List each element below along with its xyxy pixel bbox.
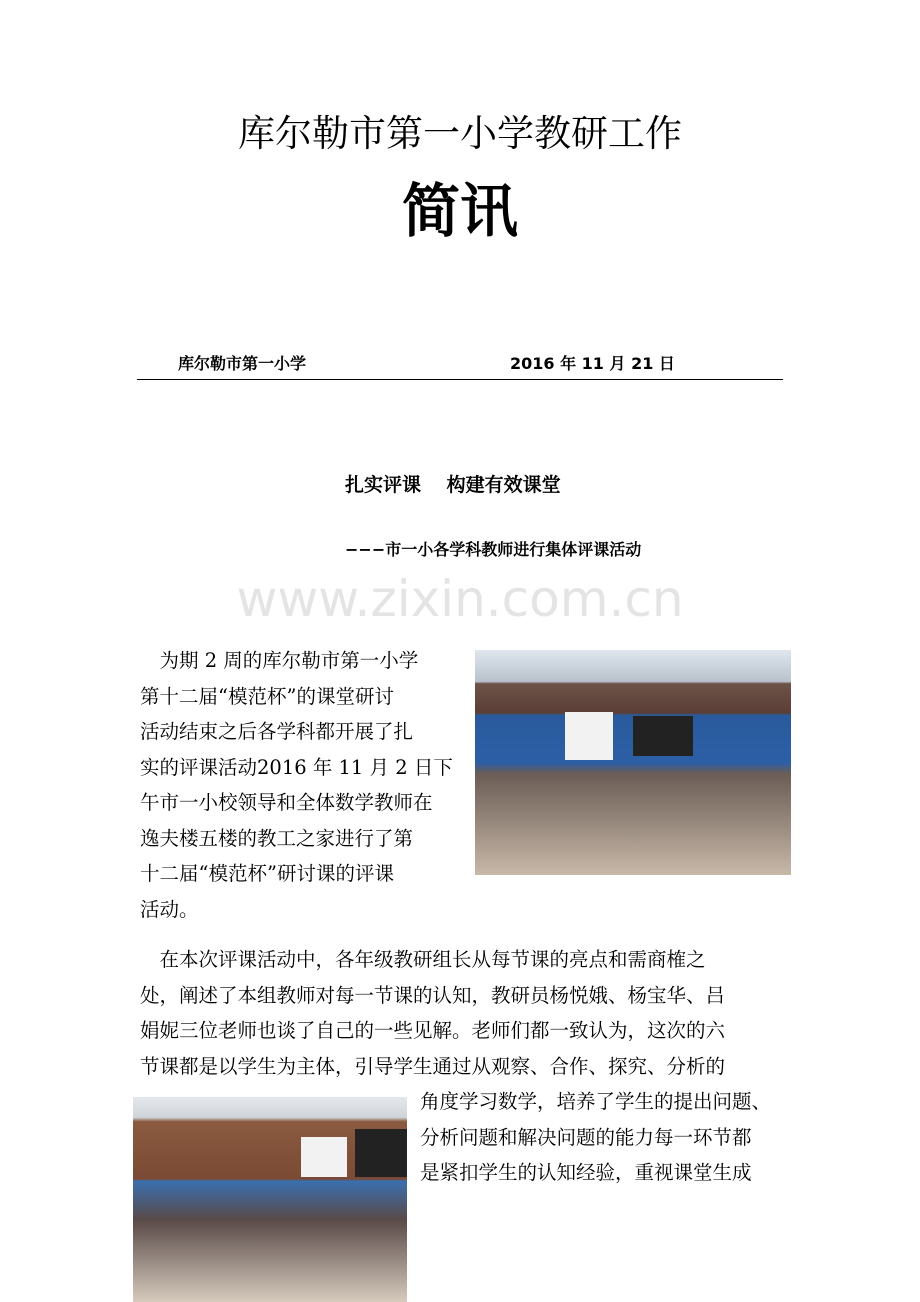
school-name: 库尔勒市第一小学 [178, 354, 307, 373]
paragraph-2-line: 分析问题和解决问题的能力每一环节都 [420, 1125, 752, 1149]
title-line-1: 库尔勒市第一小学教研工作 [238, 112, 682, 155]
article-heading: 扎实评课 构建有效课堂 [345, 474, 561, 496]
header-divider [137, 379, 783, 380]
projector-screen [565, 712, 613, 760]
watermark: www.zixin.com.cn [236, 570, 684, 628]
paragraph-1-line: 第十二届“模范杯”的课堂研讨 [140, 684, 394, 708]
issue-date: 2016 年 11 月 21 日 [510, 354, 675, 373]
paragraph-1-line: 为期 2 周的库尔勒市第一小学 [140, 649, 419, 672]
paragraph-1-line: 午市一小校领导和全体数学教师在 [140, 791, 433, 814]
title-line-2: 简讯 [401, 177, 518, 245]
paragraph-2-line: 节课都是以学生为主体，引导学生通过从观察、合作、探究、分析的 [140, 1054, 726, 1078]
paragraph-1-line: 活动结束之后各学科都开展了扎 [140, 720, 414, 743]
article-subheading: −−−市一小各学科教师进行集体评课活动 [345, 540, 642, 559]
paragraph-1-line: 十二届“模范杯”研讨课的评课 [140, 862, 394, 885]
blackboard [633, 716, 693, 756]
blackboard [355, 1129, 407, 1177]
classroom-photo-2 [133, 1097, 407, 1302]
paragraph-2-line: 角度学习数学，培养了学生的提出问题、 [420, 1090, 772, 1113]
paragraph-2-line: 在本次评课活动中，各年级教研组长从每节课的亮点和需商榷之 [140, 948, 706, 971]
paragraph-1-line: 活动。 [140, 897, 199, 921]
paragraph-2-line: 处，阐述了本组教师对每一节课的认知，教研员杨悦娥、杨宝华、吕 [140, 983, 726, 1007]
paragraph-2-line: 是紧扣学生的认知经验，重视课堂生成 [420, 1161, 752, 1184]
projector-screen [301, 1137, 347, 1177]
paragraph-1-line: 逸夫楼五楼的教工之家进行了第 [140, 826, 414, 850]
classroom-photo-1 [475, 650, 791, 875]
paragraph-1-line: 实的评课活动2016 年 11 月 2 日下 [140, 755, 453, 779]
paragraph-2-line: 娟妮三位老师也谈了自己的一些见解。老师们都一致认为，这次的六 [140, 1019, 726, 1042]
